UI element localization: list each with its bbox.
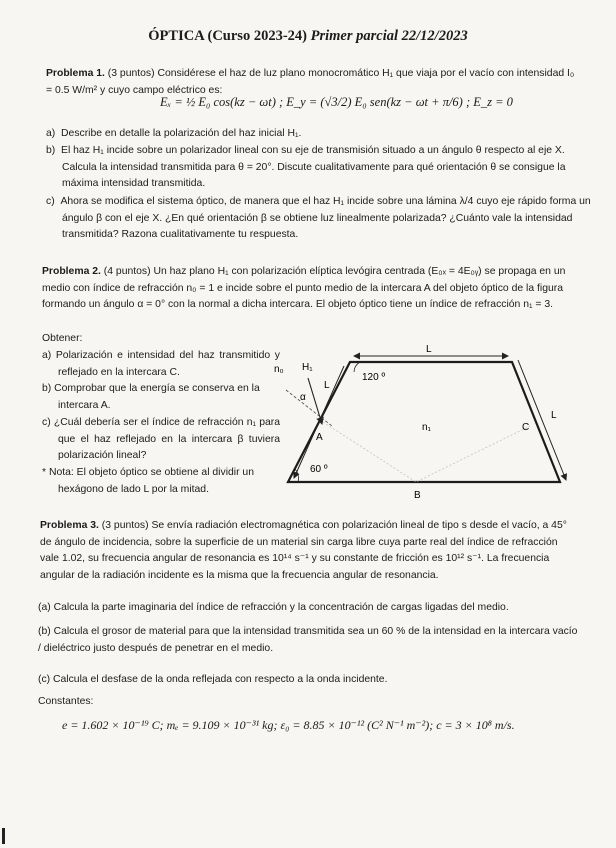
problem-1-item-c: c) Ahora se modifica el sistema óptico, de manera que el haz H₁ incide sobre una lámina λ/4 cuyo eje rápido forma un ángulo β con el eje X. ¿En qué orientación β se obtiene luz linealmente polarizada? ¿Cuánto vale la intensidad transmitida? Razona cualitativamente tu respuesta. — [46, 196, 591, 240]
problem-2-item-a: a) Polarización e intensidad del haz transmitido y reflejado en la intercara C. — [42, 350, 280, 378]
problem-1-equation: Eₓ = ½ E₀ cos(kz − ωt) ; E_y = (√3/2) E₀ sen(kz − ωt + π/6) ; E_z = 0 — [160, 95, 513, 109]
title-main: ÓPTICA (Curso 2023-24) — [148, 28, 311, 44]
problem-1-heading: Problema 1. — [46, 68, 105, 79]
problem-2-note: * Nota: El objeto óptico se obtiene al dividir un hexágono de lado L por la mitad. — [42, 467, 254, 495]
fig-label-L-left: L — [324, 380, 330, 391]
fig-label-B: B — [414, 490, 421, 501]
constants-list: e = 1.602 × 10⁻¹⁹ C; mₑ = 9.109 × 10⁻³¹ kg; ε₀ = 8.85 × 10⁻¹² (C² N⁻¹ m⁻²); c = 3 × 10⁸ m/s. — [62, 718, 515, 732]
problem-2-item-b: b) Comprobar que la energía se conserva en la intercara A. — [42, 383, 260, 411]
item-label: b) — [46, 145, 56, 156]
problem-1-item-a: a) Describe en detalle la polarización del haz inicial H₁. — [46, 128, 302, 139]
problem-2-heading: Problema 2. — [42, 266, 101, 277]
fig-label-H1: H₁ — [302, 362, 313, 373]
fig-label-n0: n₀ — [274, 364, 284, 375]
problem-1-intro: Problema 1. (3 puntos) Considérese el haz de luz plano monocromático H₁ que viaja por el vacío con intensidad I₀ = 0.5 W/m² y cuyo campo eléctrico es: — [46, 68, 575, 96]
fig-label-angle-top: 120 º — [362, 372, 386, 383]
problem-2-obtener: Obtener: — [42, 333, 83, 344]
item-label: a) — [46, 128, 56, 139]
item-label: b) — [42, 383, 52, 394]
page-edge-mark — [2, 828, 5, 844]
problem-3-item-a: (a) Calcula la parte imaginaria del índice de refracción y la concentración de cargas ligadas del medio. — [38, 602, 509, 613]
incident-beam — [308, 378, 322, 424]
item-label: a) — [42, 350, 52, 361]
problem-2-intro: Problema 2. (4 puntos) Un haz plano H₁ con polarización elíptica levógira centrada (E₀ₓ = 4E₀ᵧ) se propaga en un medio con índice de refracción n₀ = 1 e incide sobre el punto medio de la intercara A del objeto óptico de la figura formando un ángulo α = 0° con la normal a dicha intercara. El objeto óptico tiene un índice de refracción n₁ = 3. — [42, 266, 566, 310]
fig-label-n1: n₁ — [422, 422, 431, 433]
angle-arc-top — [354, 362, 360, 372]
fig-label-C: C — [522, 422, 530, 433]
constants-label: Constantes: — [38, 696, 94, 707]
problem-3-item-b: (b) Calcula el grosor de material para que la intensidad transmitida sea un 60 % de la intensidad en la intercara vacío / dieléctrico justo después de penetrar en el medio. — [38, 626, 578, 654]
title-date: Primer parcial 22/12/2023 — [310, 28, 468, 44]
problem-3-item-c: (c) Calcula el desfase de la onda reflejada con respecto a la onda incidente. — [38, 674, 388, 685]
fig-label-L-top: L — [426, 344, 432, 355]
fig-label-angle-bottom: 60 º — [310, 464, 328, 475]
left-dimension-arrow — [294, 366, 344, 478]
problem-2-item-c: c) ¿Cuál debería ser el índice de refracción n₁ para que el haz reflejado en la intercara β tuviera polarización lineal? — [42, 417, 281, 461]
exam-title — [0, 28, 616, 45]
fig-label-A: A — [316, 432, 323, 443]
item-label: c) — [46, 196, 55, 207]
item-label: c) — [42, 417, 51, 428]
note-label: * — [42, 467, 47, 478]
problem-1-item-b: b) El haz H₁ incide sobre un polarizador lineal con su eje de transmisión situado a un ángulo θ respecto al eje X. Calcula la intensidad transmitida para θ = 20°. Discute cualitativamente para qué orientación θ se consigue la máxima intensidad transmitida. — [46, 145, 566, 189]
fig-label-alpha: α — [300, 392, 306, 403]
problem-3-intro: Problema 3. (3 puntos) Se envía radiación electromagnética con polarización lineal de tipo s desde el vacío, a 45° de ángulo de incidencia, sobre la superficie de un material sin carga libre cuya parte real del índice de refracción vale 1.02, su frecuencia angular de resonancia es 10¹⁴ s⁻¹ y su constante de fricción es 10¹² s⁻¹. La frecuencia angular de la radiación incidente es la misma que la frecuencia angular de resonancia. — [40, 520, 567, 581]
optical-object-figure — [268, 340, 580, 510]
problem-3-heading: Problema 3. — [40, 520, 99, 531]
fig-label-L-right: L — [551, 410, 557, 421]
right-dimension-arrow — [518, 360, 566, 480]
